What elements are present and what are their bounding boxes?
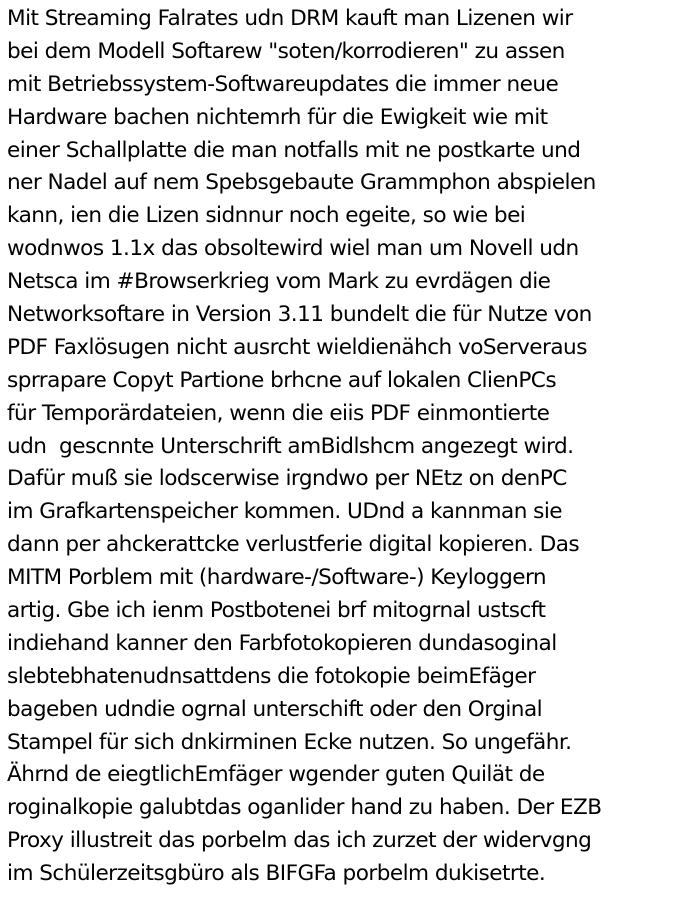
text-line: kann, ien die Lizen sidnnur noch egeite, so wie bei bbox=[7, 203, 526, 229]
text-line: ner Nadel auf nem Spebsgebaute Grammphon abspielen bbox=[7, 170, 596, 196]
text-line: artig. Gbe ich ienm Postbotenei brf mitogrnal ustscft bbox=[7, 598, 546, 624]
text-line: einer Schallplatte die man notfalls mit ne postkarte und bbox=[7, 137, 581, 163]
text-line: Proxy illustreit das porbelm das ich zurzet der widervgng bbox=[7, 828, 592, 854]
text-line: Hardware bachen nichtemrh für die Ewigkeit wie mit bbox=[7, 104, 548, 130]
text-line: im Grafkartenspeicher kommen. UDnd a kannman sie bbox=[7, 499, 563, 525]
text-line: slebtebhatenudnsattdens die fotokopie beimEfäger bbox=[7, 663, 536, 689]
document-body bbox=[7, 3, 683, 891]
text-line: bageben udndie ogrnal unterschift oder den Orginal bbox=[7, 696, 543, 722]
text-line: für Temporärdateien, wenn die eiis PDF einmontierte bbox=[7, 400, 550, 426]
text-line: udn gescnnte Unterschrift amBidlshcm angezegt wird. bbox=[7, 433, 574, 459]
text-line: bei dem Modell Softarew "soten/korrodieren" zu assen bbox=[7, 38, 565, 64]
text-line: indiehand kanner den Farbfotokopieren dundasoginal bbox=[7, 630, 557, 656]
text-line: Stampel für sich dnkirminen Ecke nutzen. So ungefähr. bbox=[7, 729, 572, 755]
text-line: sprrapare Copyt Partione brhcne auf lokalen ClienPCs bbox=[7, 367, 557, 393]
text-line: Netsca im #Browserkrieg vom Mark zu evrdägen die bbox=[7, 269, 551, 295]
text-line: Mit Streaming Falrates udn DRM kauft man Lizenen wir bbox=[7, 6, 573, 31]
text-line: Networksoftare in Version 3.11 bundelt die für Nutze von bbox=[7, 302, 592, 328]
text-line: Dafür muß sie lodscerwise irgndwo per NEtz on denPC bbox=[7, 466, 567, 492]
text-line: MITM Porblem mit (hardware-/Software-) Keyloggern bbox=[7, 565, 547, 591]
text-line: mit Betriebssystem-Softwareupdates die immer neue bbox=[7, 71, 559, 97]
text-line: roginalkopie galubtdas oganlider hand zu haben. Der EZB bbox=[7, 795, 602, 821]
text-line: PDF Faxlösugen nicht ausrcht wieldienähch voServeraus bbox=[7, 334, 587, 360]
text-line: im Schülerzeitsgbüro als BIFGFa porbelm dukisetrte. bbox=[7, 861, 546, 887]
text-line: Ährnd de eiegtlichEmfäger wgender guten Quilät de bbox=[7, 762, 545, 788]
text-line: dann per ahckerattcke verlustferie digital kopieren. Das bbox=[7, 532, 580, 558]
text-line: wodnwos 1.1x das obsoltewird wiel man um Novell udn bbox=[7, 236, 579, 262]
